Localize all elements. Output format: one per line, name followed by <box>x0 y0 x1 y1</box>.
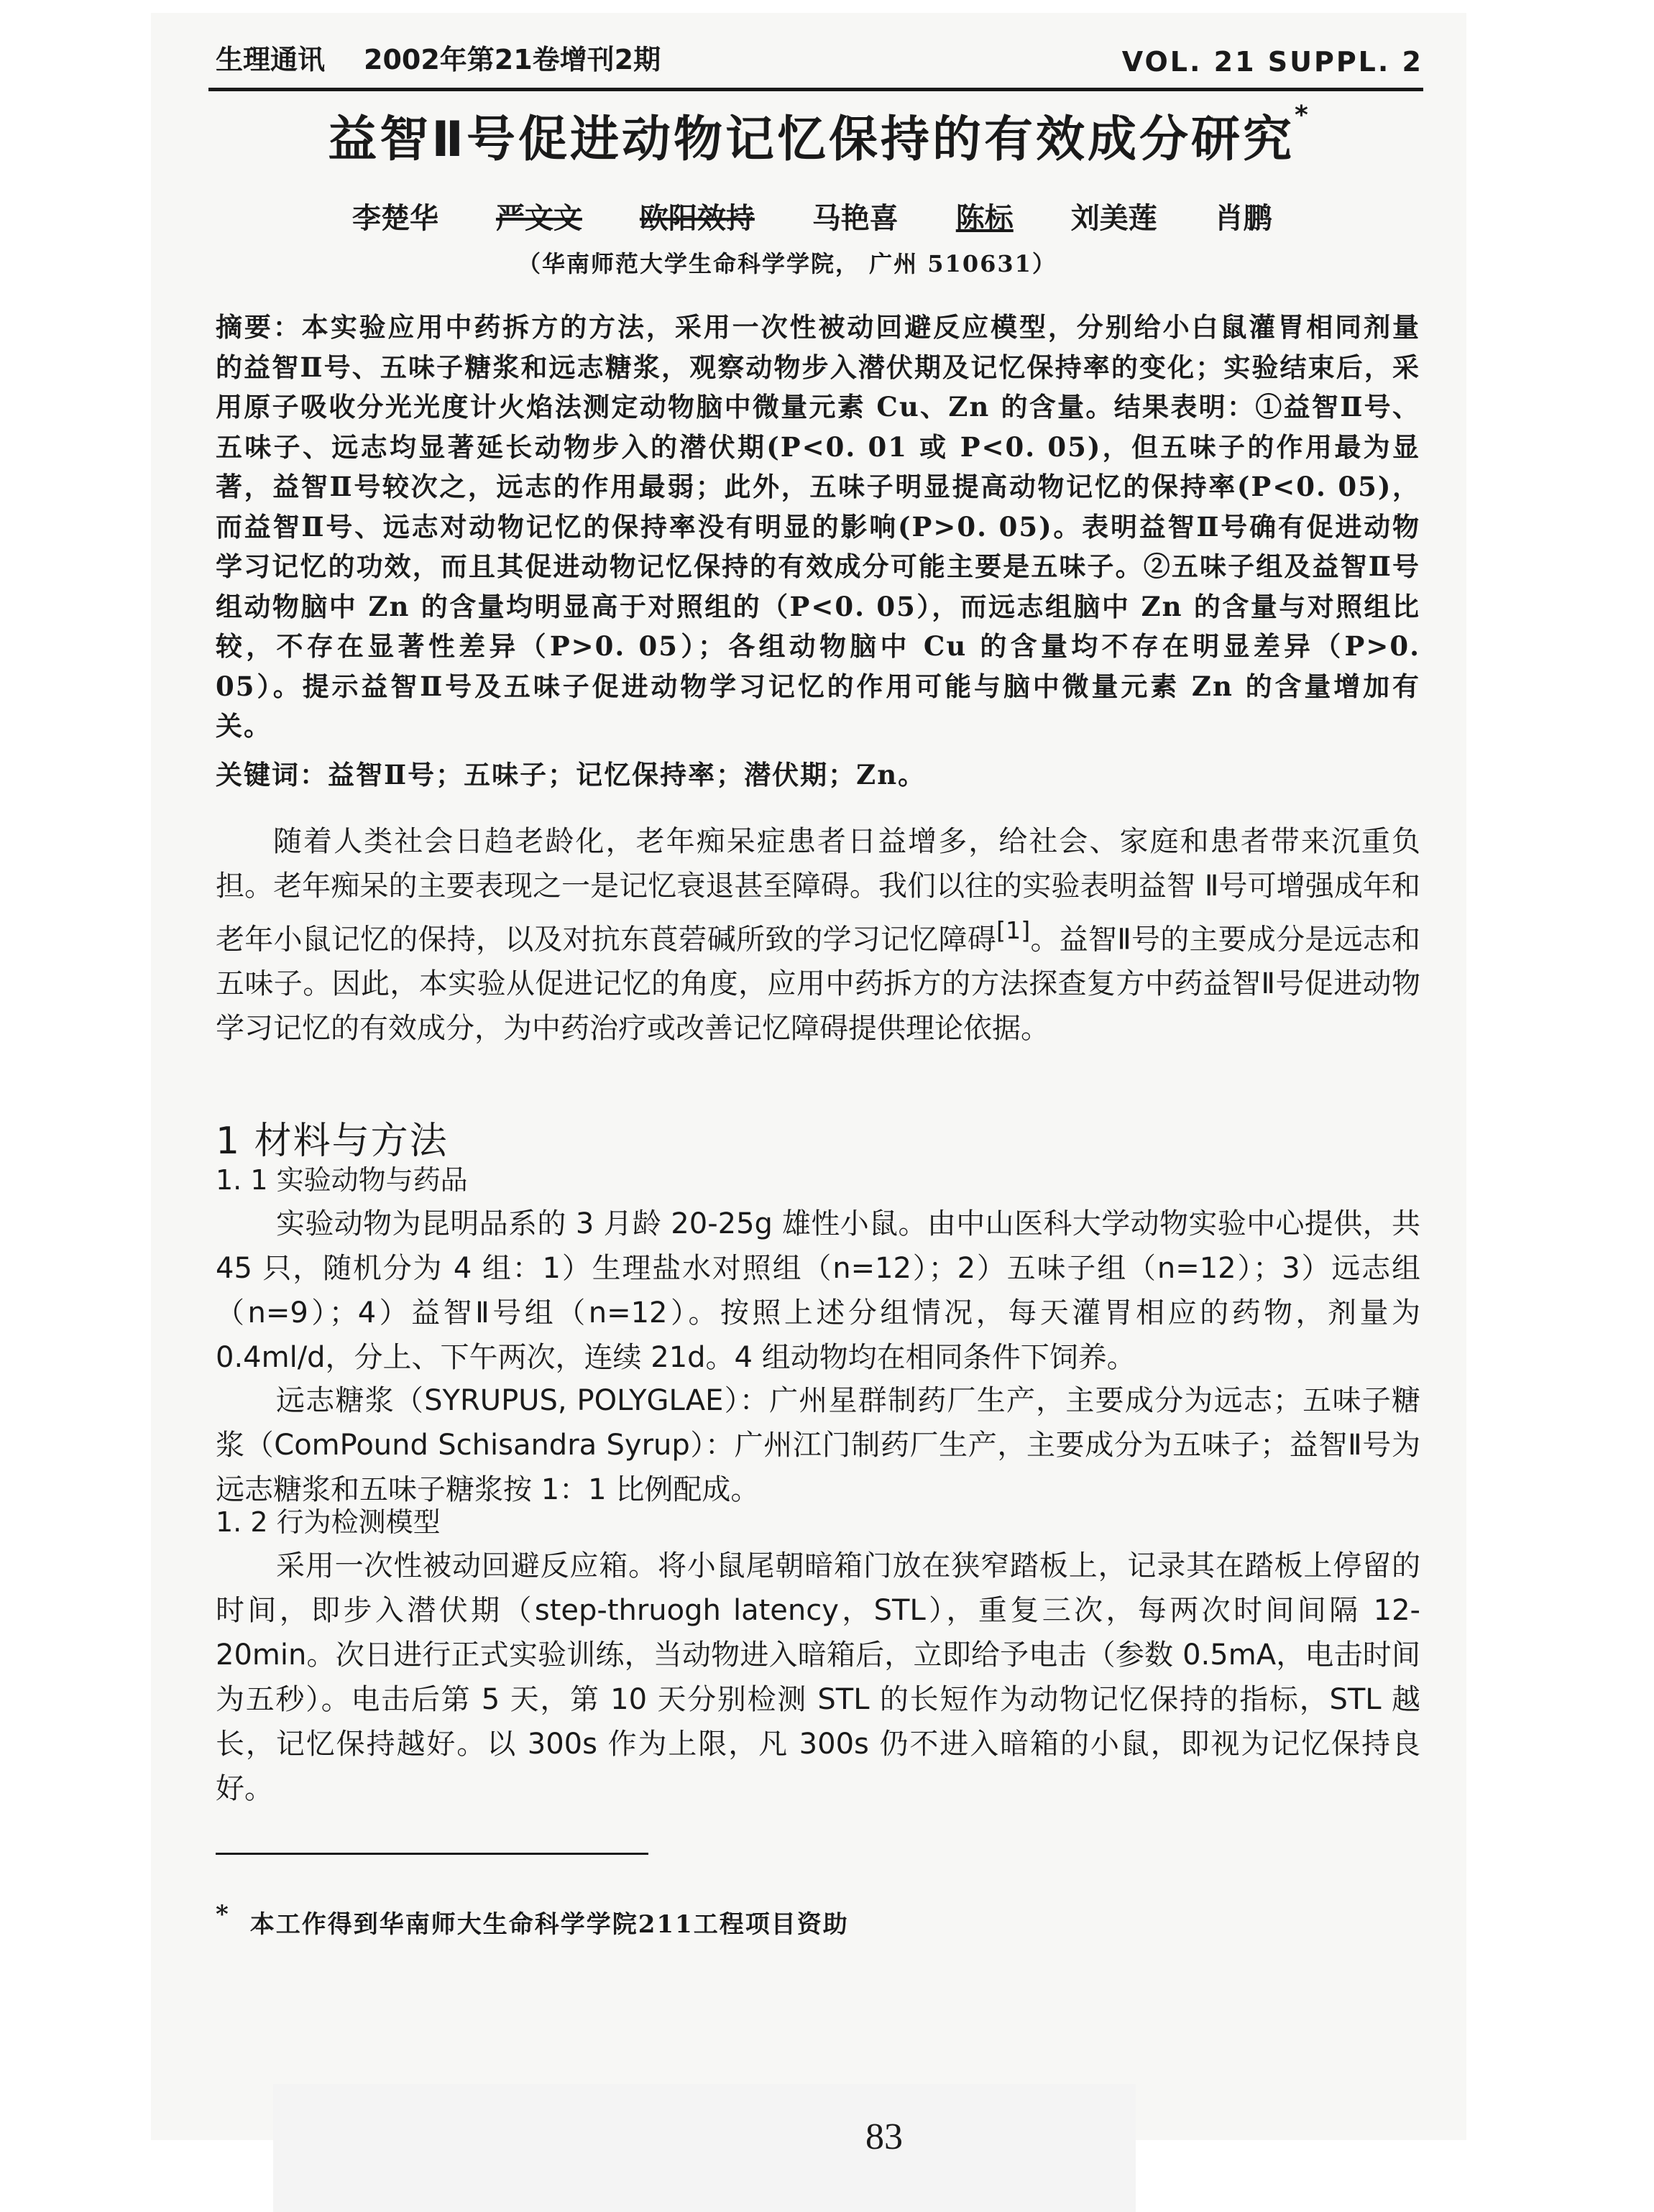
intro-text-cont: 。益智Ⅱ号的主要成分是远志和五味子。因此，本实验从促进记忆的角度，应用中药拆方的方法探查复方中药益智Ⅱ号促进动物学习记忆的有效成分，为中药治疗或改善记忆障碍提供理论依据。 <box>216 923 1421 1046</box>
subsection-heading: 1. 2 行为检测模型 <box>216 1506 441 1538</box>
author-name: 刘美莲 <box>1070 201 1157 235</box>
keywords-text: 益智Ⅱ号；五味子；记忆保持率；潜伏期；Zn。 <box>328 759 927 791</box>
abstract-text: 本实验应用中药拆方的方法，采用一次性被动回避反应模型，分别给小白鼠灌胃相同剂量的益智Ⅱ号、五味子糖浆和远志糖浆，观察动物步入潜伏期及记忆保持率的变化；实验结束后，采用原子吸收分光光度计火焰法测定动物脑中微量元素 Cu、Zn 的含量。结果表明：①益智Ⅱ号、五味子、远志均显著延长动物步入的潜伏期(P<0. 01 或 P<0. 05)，但五味子的作用最为显著，益智Ⅱ号较次之，远志的作用最弱；此外，五味子明显提高动物记忆的保持率(P<0. 05)，而益智Ⅱ号、远志对动物记忆的保持率没有明显的影响(P>0. 05)。表明益智Ⅱ号确有促进动物学习记忆的功效，而且其促进动物记忆保持的有效成分可能主要是五味子。②五味子组及益智Ⅱ号组动物脑中 Zn 的含量均明显高于对照组的（P<0. 05），而远志组脑中 Zn 的含量与对照组比较，不存在显著性差异（P>0. 05）；各组动物脑中 Cu 的含量均不存在明显差异（P>0. 05）。提示益智Ⅱ号及五味子促进动物学习记忆的作用可能与脑中微量元素 Zn 的含量增加有关。 <box>216 311 1420 742</box>
section-heading: 1 材料与方法 <box>216 1120 449 1163</box>
citation-ref: [1] <box>996 916 1031 944</box>
body-paragraph: 远志糖浆（SYRUPUS, POLYGLAE）：广州星群制药厂生产，主要成分为远志；五味子糖浆（ComPound Schisandra Syrup）：广州江门制药厂生产，主要成分为五味子；益智Ⅱ号为远志糖浆和五味子糖浆按 1：1 比例配成。 <box>216 1384 1420 1506</box>
abstract-label: 摘要： <box>216 312 302 343</box>
author-name: 李楚华 <box>352 201 438 235</box>
header-journal-name: 生理通讯 <box>216 44 326 75</box>
footnote-marker: * <box>216 1900 230 1929</box>
keywords <box>216 753 1420 792</box>
affiliation: （华南师范大学生命科学学院， 广州 510631） <box>518 250 1057 277</box>
footnote-text: 本工作得到华南师大生命科学学院211工程项目资助 <box>249 1910 849 1939</box>
author-name: 马艳喜 <box>812 201 899 235</box>
body-paragraph: 采用一次性被动回避反应箱。将小鼠尾朝暗箱门放在狭窄踏板上，记录其在踏板上停留的时间，即步入潜伏期（step-thruogh latency，STL），重复三次，每两次时间间隔 12-20min。次日进行正式实验训练，当动物进入暗箱后，立即给予电击（参数 0.5mA，电击时间为五秒）。电击后第 5 天，第 10 天分别检测 STL 的长短作为动物记忆保持的指标，STL 越长，记忆保持越好。以 300s 作为上限，凡 300s 仍不进入暗箱的小鼠，即视为记忆保持良好。 <box>216 1549 1420 1805</box>
intro-text: 随着人类社会日趋老龄化，老年痴呆症患者日益增多，给社会、家庭和患者带来沉重负担。老年痴呆的主要表现之一是记忆衰退甚至障碍。我们以往的实验表明益智 Ⅱ号可增强成年和老年小鼠记忆的保持，以及对抗东莨菪碱所致的学习记忆障碍 <box>216 825 1420 957</box>
author-name: 严文文 <box>495 201 582 235</box>
paper-title <box>216 101 1423 170</box>
running-header <box>216 37 1423 88</box>
footnote <box>216 1900 849 1940</box>
footnote-rule <box>216 1853 648 1855</box>
author-name: 陈标 <box>955 201 1014 235</box>
header-issue: 2002年第21卷增刊2期 <box>364 44 661 75</box>
intro-paragraph <box>216 819 1420 1051</box>
header-volume: VOL. 21 SUPPL. 2 <box>1121 46 1423 78</box>
page-bottom-strip <box>273 2084 1136 2212</box>
author-list <box>352 195 1320 236</box>
header-rule <box>208 88 1423 91</box>
author-name: 肖鹏 <box>1214 201 1272 235</box>
page-number: 83 <box>865 2116 903 2157</box>
author-name: 欧阳效持 <box>639 201 755 235</box>
subsection-heading: 1. 1 实验动物与药品 <box>216 1164 468 1196</box>
abstract <box>216 308 1420 747</box>
title-footnote-marker: * <box>1294 101 1311 130</box>
paper-title-text: 益智Ⅱ号促进动物记忆保持的有效成分研究 <box>328 111 1295 168</box>
body-paragraph: 实验动物为昆明品系的 3 月龄 20-25g 雄性小鼠。由中山医科大学动物实验中心提供，共 45 只，随机分为 4 组：1）生理盐水对照组（n=12）；2）五味子组（n=12）；3）远志组（n=9）；4）益智Ⅱ号组（n=12）。按照上述分组情况，每天灌胃相应的药物，剂量为 0.4ml/d，分上、下午两次，连续 21d。4 组动物均在相同条件下饲养。 <box>216 1207 1420 1374</box>
header-journal-info <box>216 37 661 77</box>
keywords-label: 关键词： <box>216 760 328 791</box>
